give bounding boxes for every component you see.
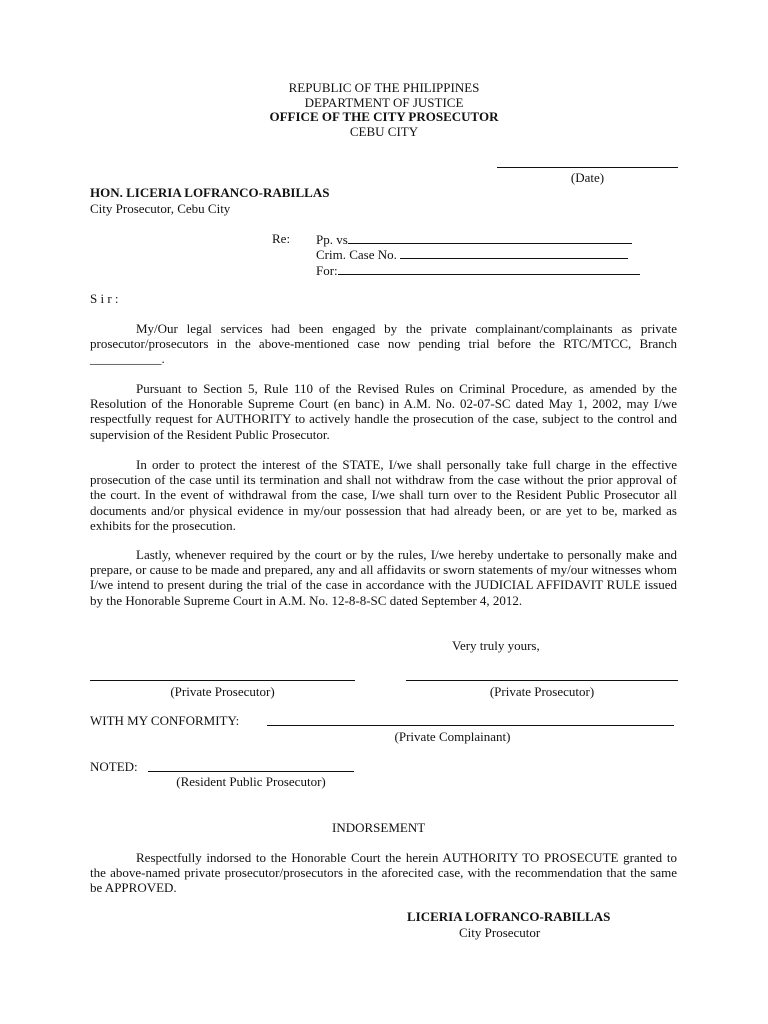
re-case-no-line: [400, 246, 628, 259]
header-city: CEBU CITY: [349, 124, 419, 139]
conformity-caption: (Private Complainant): [394, 729, 511, 744]
paragraph-4-text: Lastly, whenever required by the court or by the rules, I/we hereby undertake to personally make and prepare, or cause to be made and prepared, any and all affidavits or sworn statements of my/our witnesses whom I/we intend to present during the trial of the case in accordance with the JUDICIAL AFFIDAVIT RULE issued by the Honorable Supreme Court in A.M. No. 12-8-8-SC dated September 4, 2012.: [90, 547, 677, 608]
re-parties-label: Pp. vs: [316, 232, 348, 247]
paragraph-1: [90, 321, 677, 367]
re-case-no-label: Crim. Case No.: [316, 247, 397, 262]
paragraph-2: [90, 381, 677, 442]
indorsement-title: INDORSEMENT: [332, 820, 426, 835]
closing: Very truly yours,: [452, 638, 540, 653]
re-for-line: [338, 262, 640, 275]
paragraph-2-text: Pursuant to Section 5, Rule 110 of the Revised Rules on Criminal Procedure, as amended by the Resolution of the Honorable Supreme Court (en banc) in A.M. No. 02-07-SC dated May 1, 2002, may I/we respectfully request for AUTHORITY to actively handle the prosecution of the case, subject to the control and supervision of the Resident Public Prosecutor.: [90, 381, 677, 442]
header-department: DEPARTMENT OF JUSTICE: [304, 95, 464, 110]
date-label: (Date): [570, 170, 605, 185]
addressee-title: City Prosecutor, Cebu City: [90, 201, 231, 216]
noted-line: [148, 771, 354, 772]
date-line: [497, 167, 678, 168]
re-case-no: [316, 246, 628, 262]
re-parties-line: [348, 231, 632, 244]
paragraph-4: [90, 547, 677, 608]
re-label: Re:: [272, 231, 291, 246]
paragraph-3-text: In order to protect the interest of the STATE, I/we shall personally take full charge in the effective prosecution of the case until its termination and shall not withdraw from the case without the prior approval of the court. In the event of withdrawal from the case, I/we shall turn over to the Resident Public Prosecutor all documents and/or physical evidence in my/our possession that had already been, or are yet to be, marked as exhibits for the prosecution.: [90, 457, 677, 533]
re-parties: [316, 231, 632, 247]
paragraph-3: [90, 457, 677, 533]
re-for-label: For:: [316, 263, 338, 278]
conformity-label: WITH MY CONFORMITY:: [90, 713, 240, 728]
indorsement-text: Respectfully indorsed to the Honorable Court the herein AUTHORITY TO PROSECUTE granted to the above-named private prosecutor/prosecutors in the aforecited case, with the recommendation that the same be APPROVED.: [90, 850, 677, 896]
re-for: [316, 262, 640, 278]
addressee-name: HON. LICERIA LOFRANCO-RABILLAS: [90, 185, 330, 200]
header-office: OFFICE OF THE CITY PROSECUTOR: [269, 109, 499, 124]
conformity-line: [267, 725, 674, 726]
signature-label-left: (Private Prosecutor): [170, 684, 275, 699]
header-republic: REPUBLIC OF THE PHILIPPINES: [288, 80, 480, 95]
noted-label: NOTED:: [90, 759, 138, 774]
noted-caption: (Resident Public Prosecutor): [176, 774, 326, 789]
indorsement-signer-title: City Prosecutor: [459, 925, 541, 940]
signature-label-right: (Private Prosecutor): [489, 684, 595, 699]
signature-line-left: [90, 680, 355, 681]
indorsement-signer-name: LICERIA LOFRANCO-RABILLAS: [407, 909, 611, 924]
indorsement-paragraph: [90, 850, 677, 896]
salutation: S i r :: [90, 291, 119, 306]
signature-line-right: [406, 680, 678, 681]
paragraph-1-text: My/Our legal services had been engaged by the private complainant/complainants as private prosecutor/prosecutors in the above-mentioned case now pending trial before the RTC/MTCC, Branch ___________.: [90, 321, 677, 367]
